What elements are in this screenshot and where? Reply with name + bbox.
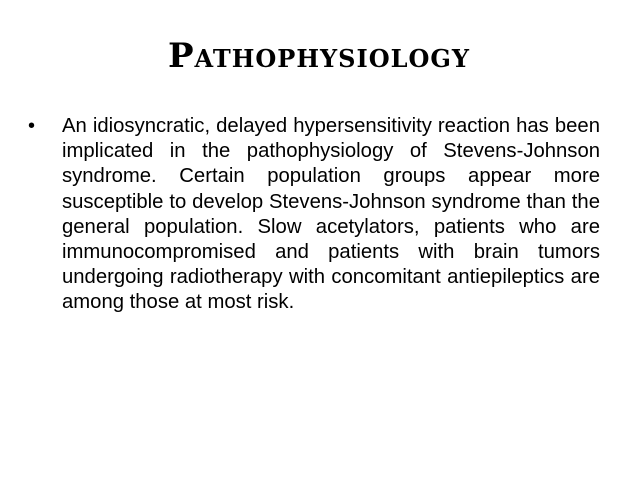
bullet-marker: • (28, 115, 36, 137)
slide-title: Pathophysiology (167, 36, 471, 76)
bullet-text: An idiosyncratic, delayed hypersensitivity reaction has been implicated in the pathophysiology of Stevens-Johnson syndrome. Certain population groups appear more susceptible to develop Stevens-Johnson syndrome than the general population. Slow acetylators, patients who are immunocompromised and patients with brain tumors undergoing radiotherapy with concomitant antiepileptics are among those at most risk. (62, 115, 600, 314)
slide-body (28, 114, 608, 316)
bullet-item (28, 114, 608, 316)
